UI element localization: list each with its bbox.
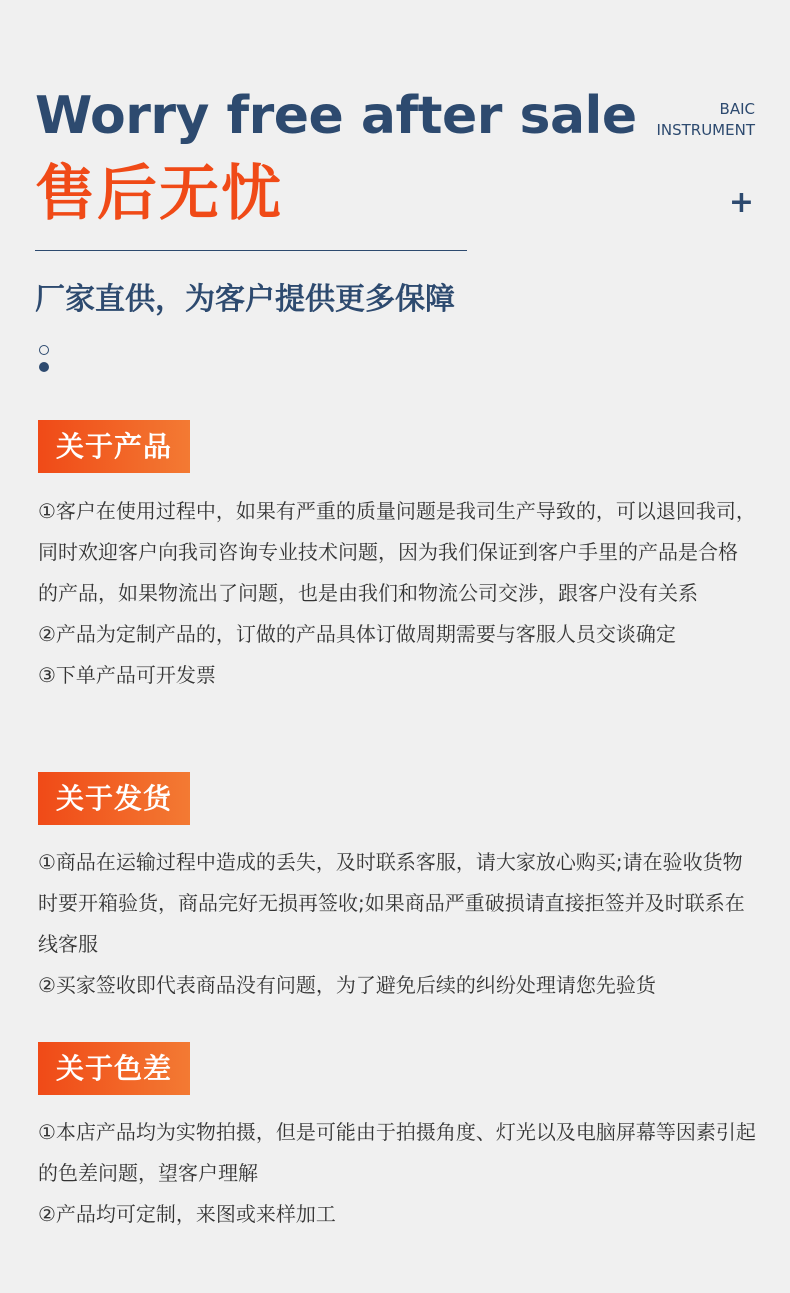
paragraph: ②买家签收即代表商品没有问题，为了避免后续的纠纷处理请您先验货 (38, 973, 656, 997)
section-body-color (38, 1112, 756, 1235)
paragraph: ③下单产品可开发票 (38, 663, 216, 687)
hollow-dot-icon (39, 345, 49, 355)
paragraph: ②产品为定制产品的，订做的产品具体订做周期需要与客服人员交谈确定 (38, 622, 676, 646)
paragraph: ①本店产品均为实物拍摄，但是可能由于拍摄角度、灯光以及电脑屏幕等因素引起的色差问题，望客户理解 (38, 1120, 756, 1185)
brand-line-2: INSTRUMENT (656, 121, 755, 139)
section-body-shipping (38, 842, 756, 1006)
section-heading-product: 关于产品 (38, 420, 190, 473)
section-body-product (38, 491, 756, 696)
title-divider (35, 250, 467, 251)
paragraph: ①商品在运输过程中造成的丢失，及时联系客服，请大家放心购买;请在验收货物时要开箱验货，商品完好无损再签收;如果商品严重破损请直接拒签并及时联系在线客服 (38, 850, 745, 956)
subtitle: 厂家直供，为客户提供更多保障 (35, 282, 455, 317)
paragraph: ①客户在使用过程中，如果有严重的质量问题是我司生产导致的，可以退回我司，同时欢迎客户向我司咨询专业技术问题，因为我们保证到客户手里的产品是合格的产品，如果物流出了问题，也是由我们和物流公司交涉，跟客户没有关系 (38, 499, 756, 605)
filled-dot-icon (39, 362, 49, 372)
brand-line-1: BAIC (719, 100, 755, 118)
brand-logo-text (656, 99, 755, 141)
chinese-title: 售后无忧 (35, 159, 283, 229)
plus-icon: + (728, 185, 754, 220)
paragraph: ②产品均可定制，来图或来样加工 (38, 1202, 336, 1226)
section-heading-shipping: 关于发货 (38, 772, 190, 825)
section-heading-color: 关于色差 (38, 1042, 190, 1095)
english-title: Worry free after sale (35, 86, 637, 146)
